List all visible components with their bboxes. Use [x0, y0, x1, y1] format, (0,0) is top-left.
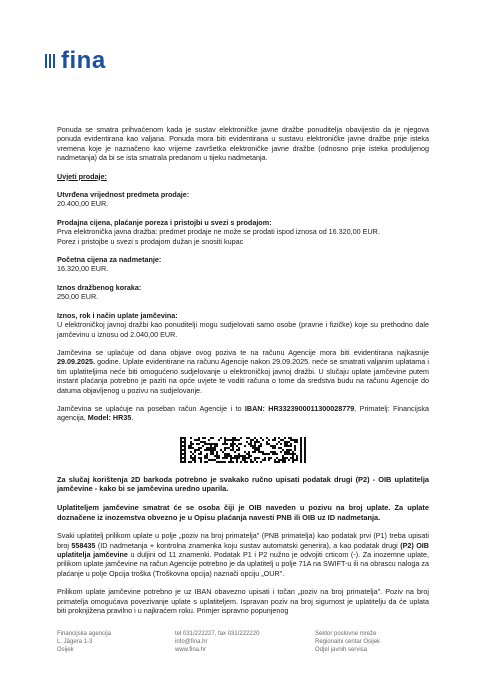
svaki-post: u duljini od 11 znamenki. Podatak P1 i P2 nužno je odvojiti crticom (-). Za inozemne uplate, prilikom uplate jamčevine na račun Agencije potrebno je da uplatitelj u polje 71A na SWIFT-u ili na obrascu naloga za plaćanje u polje Opcija troška (Troškovna opcija) naznači opciju „OUR".	[57, 549, 429, 578]
racun-post: .	[131, 413, 134, 423]
intro-paragraph: Ponuda se smatra prihvaćenom kada je sustav elektroničke javne dražbe ponuditelja obavijestio da je njegova ponuda evidentirana kao valjana. Ponuda mora biti evidentirana u sustavu elektroničke javne dražbe prije isteka vremena koje je naznačeno kao vrijeme završetka elektroničke javne dražbe (odnosno prije isteka produljenog nadmetanja) da bi se ista smatrala predanom u tijeku nadmetanja.	[57, 125, 429, 163]
footer-line: Regionalni centar Osijek	[315, 639, 381, 645]
footer-line: Osijek	[57, 647, 74, 653]
racun-mid: , Primatelj: Financijska agencija,	[57, 403, 429, 423]
vrijednost-value: 20.400,00 EUR.	[57, 199, 109, 209]
racun-iban: IBAN: HR3323900011300028779	[244, 403, 355, 413]
footer-line: info@fina.hr	[175, 639, 208, 645]
2d-barcode	[180, 437, 306, 463]
footer-col-3	[315, 630, 380, 654]
uplatitelj-note: Uplatiteljem jamčevine smatrat će se osoba čiji je OIB naveden u pozivu na broj uplate. Za uplate doznačene iz inozemstva obvezno je u Opisu plaćanja navesti PNB ili OIB uz ID nadmetanja.	[57, 502, 429, 522]
svaki-mid: (ID nadmetanja + kontrolna znamenka koju sustav automatski generira), a kao podatak drugi	[95, 540, 401, 550]
fina-logo	[45, 47, 106, 75]
rok-mid: godine. Uplate evidentirane na računu Agencije nakon 29.09.2025. neće se smatrati valjanim uplatama i tim uplatiteljima neće biti omogućeno sudjelovanje u elektroničkoj javnoj dražbi. U slučaju uplate jamčevine putem instant plaćanja potrebno je paziti na opće uvjete te voditi računa o tome da sredstva budu na računu Agencije do datuma objavljenog u pozivu na sudjelovanje.	[57, 357, 429, 395]
svaki-paragraph	[57, 531, 429, 578]
prodajna-label: Prodajna cijena, plaćanje poreza i pristojbi u svezi s prodajom:	[57, 217, 272, 227]
svaki-broj: 558435	[71, 540, 96, 550]
jamcevina-label: Iznos, rok i način uplate jamčevina:	[57, 310, 178, 320]
korak-value: 250,00 EUR.	[57, 292, 99, 302]
barkod-note: Za slučaj korištenja 2D barkoda potrebno je svakako ručno upisati podatak drugi (P2) - OIB uplatitelja jamčevine - kako bi se jamčevina uredno uparila.	[57, 474, 429, 494]
barcode-container	[57, 437, 429, 463]
svaki-p2: (P2) OIB uplatitelja jamčevine	[57, 540, 429, 559]
racun-paragraph	[57, 404, 429, 423]
rok-pre: Jamčevina se uplaćuje od dana objave ovog poziva te na računu Agencije mora biti evidentirana najkasnije	[57, 347, 429, 357]
footer-line: Odjel javnih servisa	[315, 647, 368, 653]
footer-col-2	[175, 630, 259, 654]
uvjeti-heading: Uvjeti prodaje:	[57, 171, 107, 181]
footer-line: Financijska agencija	[57, 631, 112, 637]
vrijednost-label: Utvrđena vrijednost predmeta prodaje:	[57, 190, 190, 200]
svaki-pre: Svaki uplatitelj prilikom uplate u polje „poziv na broj primatelja" (PNB primatelja) kao podatak prvi (P1) treba upisati broj	[57, 531, 429, 550]
rok-paragraph	[57, 348, 429, 395]
footer-line: www.fina.hr	[175, 647, 207, 653]
logo-bars-icon	[45, 54, 55, 68]
footer-line: tel 031/222227, fax 031/222220	[175, 631, 260, 637]
pocetna-value: 16.320,00 EUR.	[57, 264, 109, 274]
footer-line: Sektor poslovne mreže	[315, 631, 377, 637]
footer-line: L. Jägera 1-3	[57, 639, 93, 645]
racun-model: Model: HR35	[87, 413, 132, 423]
prodajna-line1: Prva elektronička javna dražba: predmet prodaje ne može se prodati ispod iznosa od 16.320,00 EUR.	[57, 227, 380, 237]
document-body	[57, 125, 429, 615]
korak-label: Iznos dražbenog koraka:	[57, 282, 142, 292]
prodajna-line2: Porez i pristojbe u svezi s prodajom dužan je snositi kupac	[57, 236, 244, 246]
footer-col-1	[57, 630, 111, 654]
prilikom-paragraph: Prilikom uplate jamčevine potrebno je uz IBAN obavezno upisati i točan „poziv na broj primatelja". Poziv na broj primatelja omogućava povezivanje uplate s uplatiteljem. Ispravan poziv na broj sigurnost je uplatitelju da će uplata biti proknjižena pravilno i u najkraćem roku. Primjer ispravno popunjenog	[57, 587, 429, 615]
jamcevina-text: U elektroničkoj javnoj dražbi kao ponuditelji mogu sudjelovati samo osobe (pravne i fizičke) koje su prethodno dale jamčevinu u iznosu od 2.040,00 EUR.	[57, 320, 429, 339]
logo-text: fina	[61, 47, 106, 74]
rok-date: 29.09.2025.	[57, 357, 95, 367]
racun-pre: Jamčevina se uplaćuje na poseban račun Agencije i to	[57, 403, 245, 413]
pocetna-label: Početna cijena za nadmetanje:	[57, 255, 162, 265]
